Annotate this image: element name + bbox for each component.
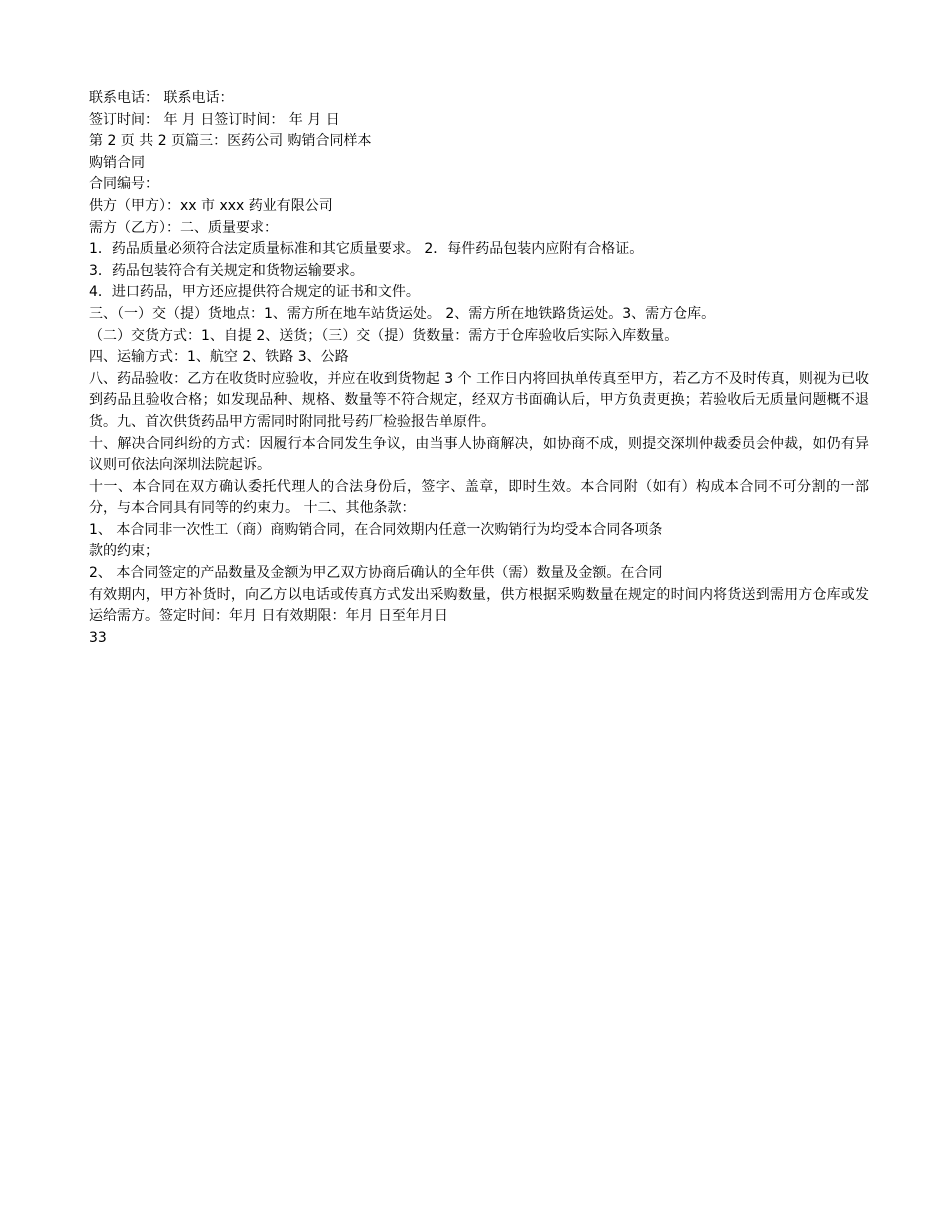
clause-effect: 十一、本合同在双方确认委托代理人的合法身份后，签字、盖章，即时生效。本合同附（如有）构成本合同不可分割的一部分，与本合同具有同等的约束力。 十二、其他条款： (89, 478, 869, 517)
clause-quality-4: 4．进口药品，甲方还应提供符合规定的证书和文件。 (89, 284, 420, 301)
contract-text (89, 88, 869, 649)
clause-other-1b: 款的约束； (89, 543, 159, 560)
clause-quality-3: 3．药品包装符合有关规定和货物运输要求。 (89, 262, 364, 279)
page-footer-title-line: 第 2 页 共 2 页篇三：医药公司 购销合同样本 (89, 133, 372, 150)
supplier-line: 供方（甲方）：xx 市 xxx 药业有限公司 (89, 197, 333, 214)
contract-number-line: 合同编号： (89, 176, 159, 193)
clause-other-1a: 1、 本合同非一次性工（商）商购销合同，在合同效期内任意一次购销行为均受本合同各项条 (89, 521, 663, 538)
contract-heading: 购销合同 (89, 154, 145, 171)
clause-quality-1-2: 1．药品质量必须符合法定质量标准和其它质量要求。 2．每件药品包装内应附有合格证。 (89, 241, 644, 258)
buyer-line: 需方（乙方）：二、质量要求： (89, 219, 278, 236)
clause-acceptance: 八、药品验收：乙方在收货时应验收，并应在收到货物起 3 个 工作日内将回执单传真至甲方，若乙方不及时传真，则视为已收到药品且验收合格；如发现品种、规格、数量等不符合规定，经双方书面确认后，甲方负责更换；若验收后无质量问题概不退货。九、首次供货药品甲方需同时附同批号药厂检验报告单原件。 (89, 370, 869, 430)
signing-time-line: 签订时间： 年 月 日签订时间： 年 月 日 (89, 111, 340, 128)
page-number: 33 (89, 629, 107, 646)
clause-transport: 四、运输方式：1、航空 2、铁路 3、公路 (89, 349, 349, 366)
clause-dispute: 十、解决合同纠纷的方式：因履行本合同发生争议，由当事人协商解决，如协商不成，则提交深圳仲裁委员会仲裁，如仍有异议则可依法向深圳法院起诉。 (89, 435, 869, 474)
clause-other-2b: 有效期内，甲方补货时，向乙方以电话或传真方式发出采购数量，供方根据采购数量在规定的时间内将货送到需用方仓库或发运给需方。签定时间：年月 日有效期限：年月 日至年月日 (89, 586, 869, 625)
clause-other-2a: 2、 本合同签定的产品数量及金额为甲乙双方协商后确认的全年供（需）数量及金额。在合同 (89, 565, 663, 582)
clause-delivery-location: 三、（一）交（提）货地点：1、需方所在地车站货运处。 2、需方所在地铁路货运处。3、需方仓库。 (89, 305, 716, 322)
clause-delivery-method: （二）交货方式：1、自提 2、送货；（三）交（提）货数量：需方于仓库验收后实际入库数量。 (89, 327, 679, 344)
contact-phone-line: 联系电话： 联系电话： (89, 90, 234, 106)
